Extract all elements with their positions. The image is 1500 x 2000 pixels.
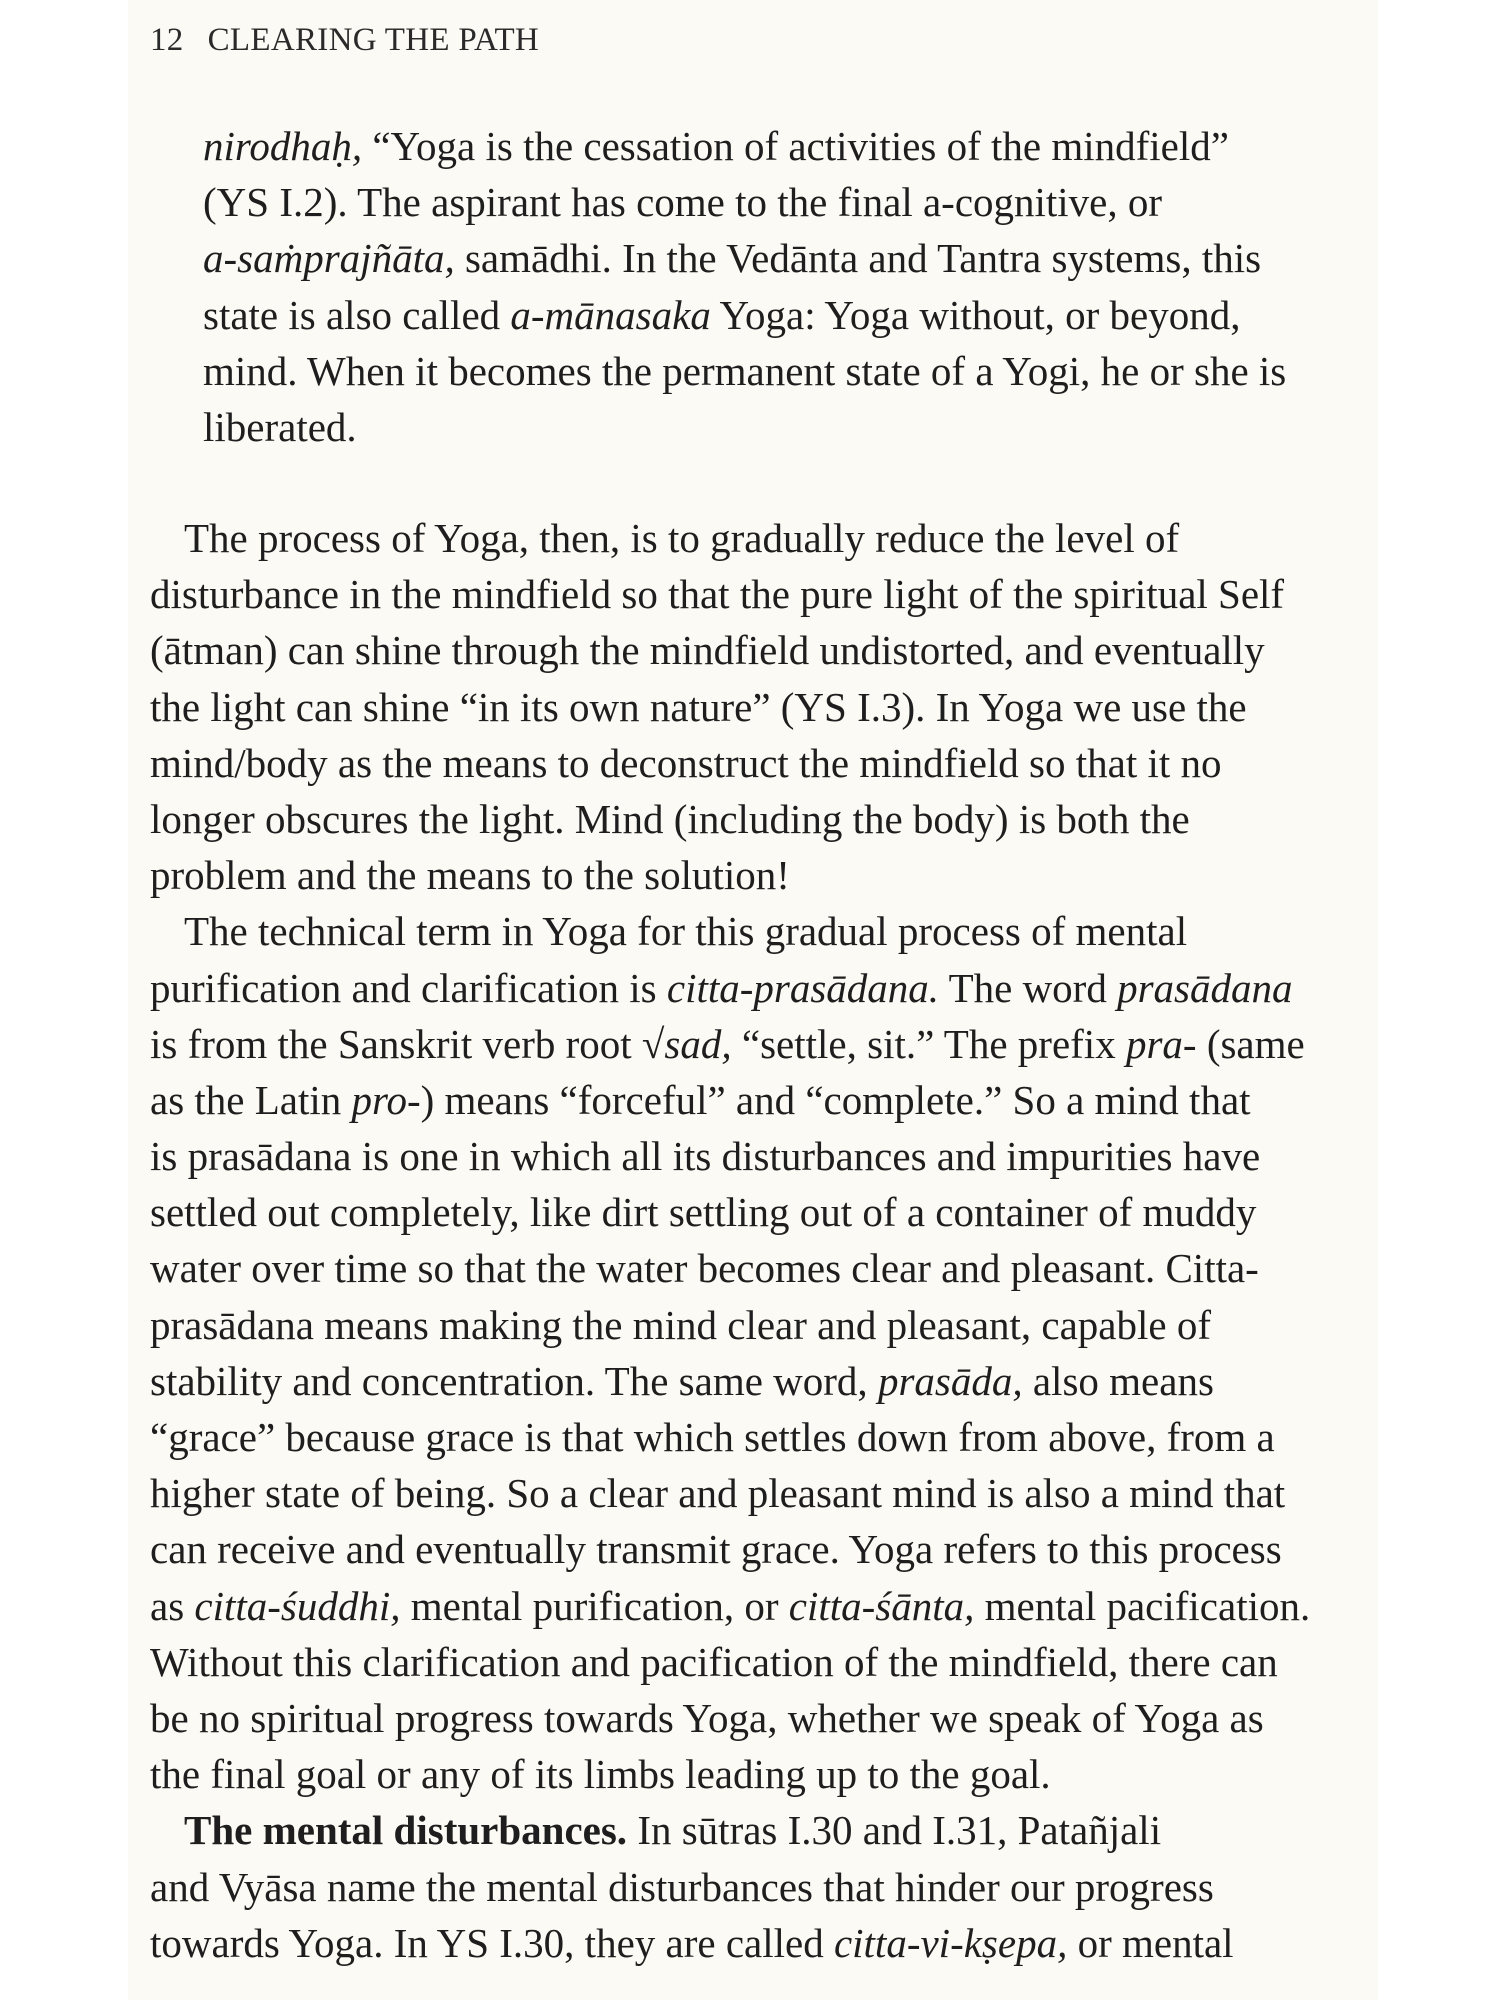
text-run: stability and concentration. The same word, — [150, 1357, 878, 1404]
text-run: ) means “forceful” and “complete.” So a mind that — [420, 1076, 1251, 1123]
page-number: 12 — [150, 22, 184, 58]
text-line: longer obscures the light. Mind (including the body) is both the — [150, 795, 1190, 842]
text-line: liberated. — [203, 403, 357, 450]
text-line — [150, 1353, 1380, 1409]
text-line: the light can shine “in its own nature” (YS I.3). In Yoga we use the — [150, 683, 1247, 730]
text-line: be no spiritual progress towards Yoga, whether we speak of Yoga as — [150, 1694, 1264, 1741]
text-run: or mental — [1067, 1919, 1234, 1966]
text-run: mental purification, or — [400, 1582, 789, 1629]
text-line: Without this clarification and pacification of the mindfield, there can — [150, 1638, 1278, 1685]
text-line — [150, 1915, 1380, 1971]
sanskrit-term: a-mānasaka — [510, 291, 711, 338]
sanskrit-term: a-saṁprajñāta, — [203, 235, 455, 282]
text-run: In sūtras I.30 and I.31, Patañjali — [627, 1807, 1162, 1854]
text-run: (same — [1196, 1020, 1305, 1067]
text-line: higher state of being. So a clear and pleasant mind is also a mind that — [150, 1470, 1286, 1517]
text-run: Yoga: Yoga without, or beyond, — [710, 291, 1241, 338]
text-line: can receive and eventually transmit grace. Yoga refers to this process — [150, 1526, 1282, 1573]
text-run: “Yoga is the cessation of activities of the mindfield” — [362, 123, 1229, 169]
text-line: the final goal or any of its limbs leading up to the goal. — [150, 1751, 1051, 1798]
indented-quote-block — [203, 118, 1383, 455]
sanskrit-term: pro- — [351, 1076, 421, 1123]
text-line: is prasādana is one in which all its disturbances and impurities have — [150, 1133, 1261, 1180]
text-line: and Vyāsa name the mental disturbances that hinder our progress — [150, 1863, 1214, 1910]
text-run: purification and clarification is — [150, 964, 667, 1011]
body-text — [150, 510, 1380, 1971]
text-line: “grace” because grace is that which settles down from above, from a — [150, 1414, 1275, 1460]
text-line — [203, 287, 1383, 343]
text-run: as — [150, 1582, 195, 1629]
text-line — [150, 1016, 1380, 1072]
text-line: (ātman) can shine through the mindfield undistorted, and eventually — [150, 627, 1265, 674]
page-header — [150, 22, 539, 59]
sanskrit-term: prasādana — [1117, 964, 1293, 1011]
text-line: The technical term in Yoga for this gradual process of mental — [184, 908, 1188, 955]
text-line: mind/body as the means to deconstruct the mindfield so that it no — [150, 739, 1222, 786]
text-line: water over time so that the water becomes clear and pleasant. Citta- — [150, 1245, 1259, 1292]
text-line — [150, 1578, 1380, 1634]
text-line: disturbance in the mindfield so that the pure light of the spiritual Self — [150, 571, 1285, 618]
text-run: state is also called — [203, 291, 511, 338]
sanskrit-term: sad, — [664, 1020, 732, 1067]
text-line: problem and the means to the solution! — [150, 852, 790, 899]
text-line — [150, 960, 1380, 1016]
text-line — [203, 230, 1383, 286]
sanskrit-term: citta-prasādana. — [666, 964, 940, 1011]
sanskrit-term: nirodhaḥ, — [203, 123, 363, 169]
text-run: mental pacification. — [974, 1582, 1311, 1629]
text-line: settled out completely, like dirt settling out of a container of muddy — [150, 1189, 1257, 1236]
text-line: prasādana means making the mind clear and pleasant, capable of — [150, 1301, 1211, 1348]
text-line: mind. When it becomes the permanent state of a Yogi, he or she is — [203, 347, 1287, 394]
text-line — [150, 1802, 1380, 1858]
text-line — [150, 1072, 1380, 1128]
text-line: (YS I.2). The aspirant has come to the final a-cognitive, or — [203, 179, 1163, 226]
text-run: The word — [939, 964, 1118, 1011]
sanskrit-term: pra- — [1125, 1020, 1197, 1067]
text-run: towards Yoga. In YS I.30, they are called — [150, 1919, 834, 1966]
text-run: as the Latin — [150, 1076, 352, 1123]
text-run: “settle, sit.” The prefix — [731, 1020, 1126, 1067]
sanskrit-term: citta-śuddhi, — [194, 1582, 401, 1629]
text-run: is from the Sanskrit verb root √ — [150, 1020, 665, 1067]
running-title: CLEARING THE PATH — [207, 22, 540, 58]
sanskrit-term: citta-śānta, — [788, 1582, 975, 1629]
text-run: also means — [1022, 1357, 1214, 1404]
text-run: samādhi. In the Vedānta and Tantra systems, this — [454, 235, 1262, 282]
text-line: The process of Yoga, then, is to gradually reduce the level of — [184, 515, 1180, 561]
sanskrit-term: prasāda, — [877, 1357, 1023, 1404]
text-line — [203, 118, 1383, 174]
sanskrit-term: citta-vi-kṣepa, — [833, 1919, 1068, 1966]
section-run-in-heading: The mental disturbances. — [184, 1807, 628, 1854]
